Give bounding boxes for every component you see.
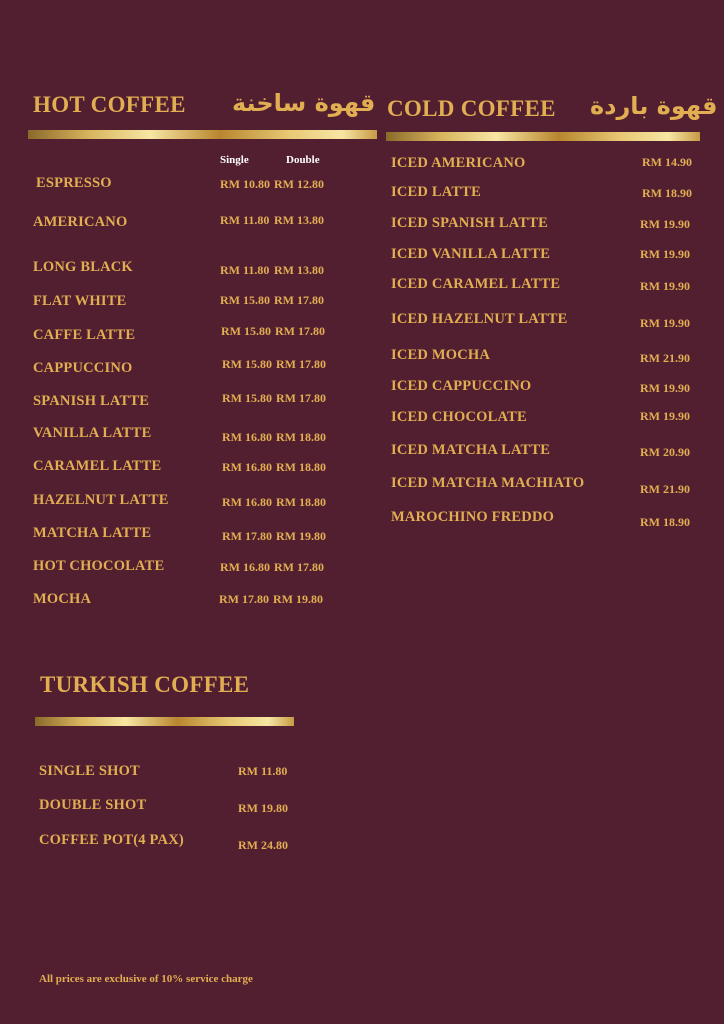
menu-item-name: ICED LATTE [391, 184, 481, 200]
menu-item-single-price: RM 11.80 [220, 213, 270, 227]
menu-item-name: MATCHA LATTE [33, 525, 152, 541]
menu-item-name: AMERICANO [33, 214, 128, 230]
hot-coffee-arabic-title: قهوة ساخنة [232, 89, 376, 117]
menu-item-name: ICED MOCHA [391, 347, 491, 363]
menu-item-price: RM 19.80 [238, 801, 288, 815]
menu-item-name: LONG BLACK [33, 259, 133, 275]
menu-item-name: HAZELNUT LATTE [33, 492, 169, 508]
hot-coffee-title: HOT COFFEE [33, 92, 186, 117]
menu-item-name: SPANISH LATTE [33, 393, 150, 409]
menu-item-name: CARAMEL LATTE [33, 458, 162, 474]
menu-item-single-price: RM 15.80 [222, 391, 272, 405]
menu-item-name: ICED CAPPUCCINO [391, 378, 532, 394]
menu-item-name: ESPRESSO [36, 175, 112, 191]
menu-item-single-price: RM 16.80 [222, 495, 272, 509]
menu-item-single-price: RM 16.80 [222, 460, 272, 474]
turkish-coffee-divider [35, 717, 294, 726]
service-charge-note: All prices are exclusive of 10% service charge [39, 973, 253, 985]
menu-item-price: RM 19.90 [640, 247, 690, 261]
menu-item-name: ICED AMERICANO [391, 155, 526, 171]
cold-coffee-divider [386, 132, 700, 141]
double-column-header: Double [286, 154, 320, 166]
menu-item-price: RM 18.90 [642, 186, 692, 200]
menu-item-name: FLAT WHITE [33, 293, 127, 309]
single-column-header: Single [220, 154, 249, 166]
menu-item-double-price: RM 17.80 [274, 560, 324, 574]
menu-item-name: ICED CHOCOLATE [391, 409, 527, 425]
menu-item-single-price: RM 15.80 [220, 293, 270, 307]
menu-item-double-price: RM 18.80 [276, 495, 326, 509]
menu-item-double-price: RM 17.80 [274, 293, 324, 307]
menu-item-double-price: RM 12.80 [274, 177, 324, 191]
menu-item-name: MAROCHINO FREDDO [391, 509, 555, 525]
menu-item-single-price: RM 15.80 [221, 324, 271, 338]
menu-item-double-price: RM 17.80 [276, 391, 326, 405]
menu-item-price: RM 18.90 [640, 515, 690, 529]
cold-coffee-arabic-title: قهوة باردة [590, 92, 718, 120]
menu-item-name: DOUBLE SHOT [39, 797, 147, 813]
menu-item-price: RM 21.90 [640, 482, 690, 496]
menu-item-single-price: RM 16.80 [220, 560, 270, 574]
menu-item-double-price: RM 19.80 [273, 592, 323, 606]
menu-item-name: ICED HAZELNUT LATTE [391, 311, 568, 327]
menu-item-price: RM 19.90 [640, 279, 690, 293]
menu-item-price: RM 24.80 [238, 838, 288, 852]
menu-item-name: ICED MATCHA LATTE [391, 442, 551, 458]
menu-item-double-price: RM 13.80 [274, 213, 324, 227]
menu-item-single-price: RM 17.80 [219, 592, 269, 606]
menu-item-double-price: RM 18.80 [276, 460, 326, 474]
menu-item-double-price: RM 17.80 [275, 324, 325, 338]
hot-coffee-divider [28, 130, 377, 139]
menu-item-name: SINGLE SHOT [39, 763, 140, 779]
menu-item-double-price: RM 13.80 [274, 263, 324, 277]
menu-item-double-price: RM 17.80 [276, 357, 326, 371]
menu-item-name: CAPPUCCINO [33, 360, 133, 376]
menu-item-price: RM 21.90 [640, 351, 690, 365]
menu-item-price: RM 14.90 [642, 155, 692, 169]
turkish-coffee-title: TURKISH COFFEE [40, 672, 250, 697]
menu-item-price: RM 11.80 [238, 764, 288, 778]
menu-item-price: RM 19.90 [640, 409, 690, 423]
menu-item-name: ICED VANILLA LATTE [391, 246, 551, 262]
menu-item-double-price: RM 18.80 [276, 430, 326, 444]
menu-item-double-price: RM 19.80 [276, 529, 326, 543]
menu-item-name: COFFEE POT(4 PAX) [39, 832, 184, 848]
menu-item-name: VANILLA LATTE [33, 425, 152, 441]
menu-item-single-price: RM 17.80 [222, 529, 272, 543]
menu-item-name: MOCHA [33, 591, 92, 607]
menu-item-name: HOT CHOCOLATE [33, 558, 165, 574]
menu-item-price: RM 20.90 [640, 445, 690, 459]
menu-item-name: CAFFE LATTE [33, 327, 136, 343]
menu-item-price: RM 19.90 [640, 217, 690, 231]
menu-item-single-price: RM 15.80 [222, 357, 272, 371]
menu-item-name: ICED MATCHA MACHIATO [391, 475, 585, 491]
menu-item-name: ICED CARAMEL LATTE [391, 276, 561, 292]
cold-coffee-title: COLD COFFEE [387, 96, 556, 121]
menu-item-price: RM 19.90 [640, 381, 690, 395]
menu-item-single-price: RM 16.80 [222, 430, 272, 444]
menu-item-price: RM 19.90 [640, 316, 690, 330]
menu-item-single-price: RM 10.80 [220, 177, 270, 191]
menu-item-name: ICED SPANISH LATTE [391, 215, 548, 231]
menu-item-single-price: RM 11.80 [220, 263, 270, 277]
